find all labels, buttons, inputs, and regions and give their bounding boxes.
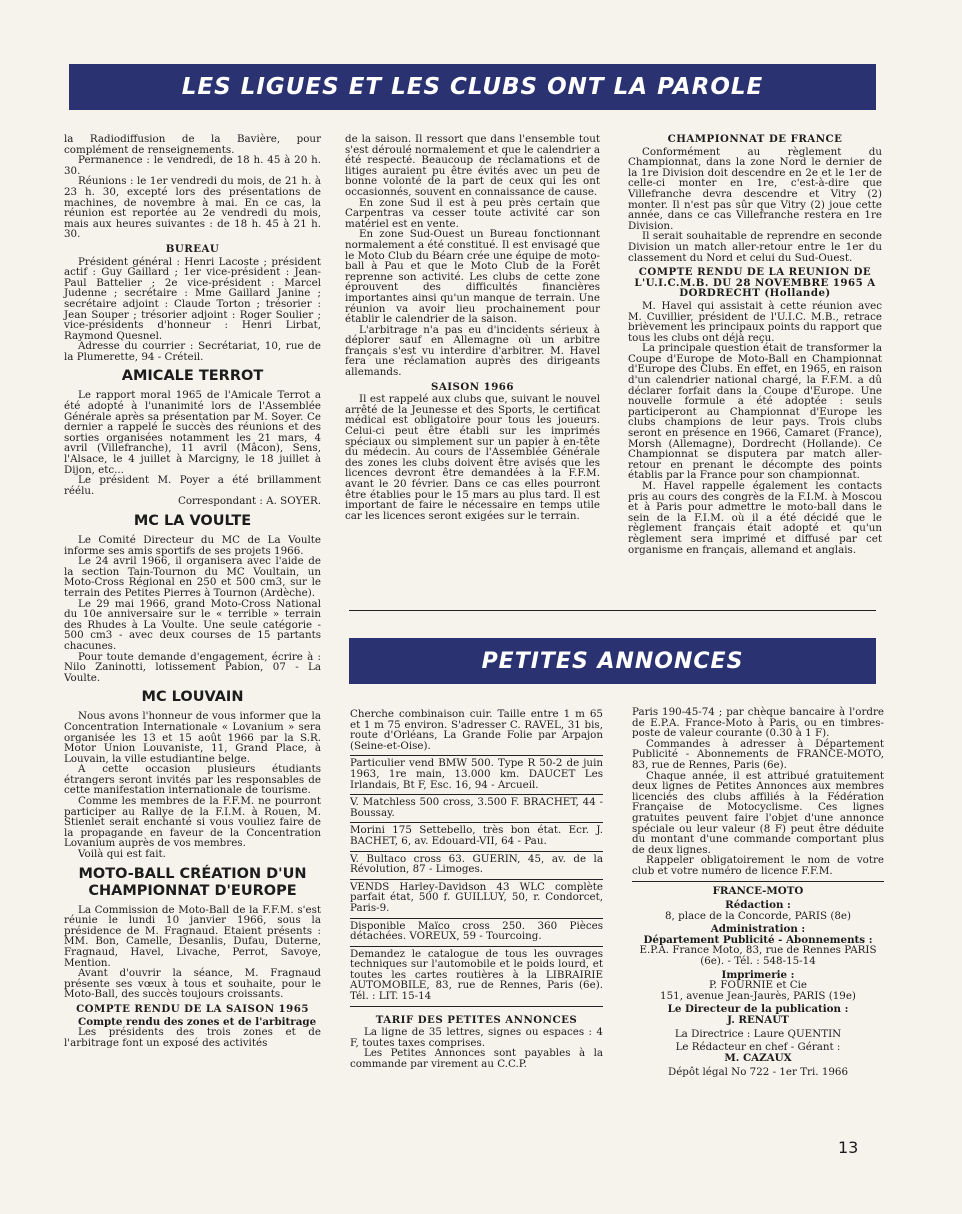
classified-ad: Demandez le catalogue de tous les ouvrages techniques sur l'automobile et le poids lourd, et toutes les cartes routières à la LIBRAIRIE AUTOMOBILE, 83, rue de Rennes, Paris (6e). Tél. : LIT. 15-14	[350, 947, 603, 1007]
subheading-championnat: CHAMPIONNAT DE FRANCE	[667, 133, 843, 145]
section-divider	[349, 610, 876, 611]
paragraph: Chaque année, il est attribué gratuitement deux lignes de Petites Annonces aux membres licenciés des clubs affiliés à la Fédération Française de Motocyclisme. Ces lignes gratuites peuvent faire l'objet d'une annonce spéciale ou leur valeur (8 F) peut être déduite du montant d'une commande comportant plus de deux lignes.	[632, 769, 884, 856]
classified-ad: Disponible Maïco cross 250. 360 Pièces détachées. VOREUX, 59 - Tourcoing.	[350, 919, 603, 947]
paragraph: En zone Sud-Ouest un Bureau fonctionnant normalement a été constitué. Il est envisagé que le Moto Club du Béarn crée une équipe de moto-ball à Pau et que le Moto Club de la Forêt reprenne son activité. Les clubs de cette zone éprouvent des difficultés financières importantes ainsi qu'un manque de terrain. Une réunion va avoir lieu prochainement pour établir le calendrier de la saison.	[345, 228, 600, 326]
heading-moto-ball: MOTO-BALL CRÉATION D'UN CHAMPIONNAT D'EUROPE	[78, 865, 307, 899]
masthead-value: 151, avenue Jean-Jaurès, PARIS (19e)	[660, 989, 856, 1002]
paragraph: A cette occasion plusieurs étudiants étrangers seront invités par les responsables de cette manifestation internationale de tourisme.	[64, 763, 321, 797]
paragraph: Le 24 avril 1966, il organisera avec l'aide de la section Tain-Tournon du MC Voultain, un Moto-Cross Régional en 250 et 500 cm3, sur le terrain des Petites Pierres à Tournon (Ardèche).	[64, 555, 321, 599]
masthead-label: Rédaction :	[725, 899, 791, 912]
legal-deposit: Dépôt légal No 722 - 1er Tri. 1966	[667, 1066, 849, 1079]
paragraph: M. Havel qui assistait à cette réunion avec M. Cuvillier, président de l'U.I.C. M.B., retrace brièvement les principaux points du rapport que tous les clubs ont déjà reçu.	[628, 299, 882, 344]
paragraph: Réunions : le 1er vendredi du mois, de 21 h. à 23 h. 30, excepté lors des présentations de machines, de novembre à mai. En ce cas, la réunion est reportée au 2e vendredi du mois, mais aux heures suivantes : de 18 h. 45 à 21 h. 30.	[64, 175, 321, 241]
paragraph: Commandes à adresser à Département Publicité - Abonnements de FRANCE-MOTO, 83, rue de Rennes, Paris (6e).	[632, 737, 884, 771]
heading-amicale-terrot: AMICALE TERROT	[121, 368, 264, 385]
paragraph: Les présidents des trois zones et de l'arbitrage font un exposé des activités	[64, 1026, 321, 1049]
masthead-value: 8, place de la Concorde, PARIS (8e)	[665, 909, 851, 922]
divider	[632, 881, 884, 882]
masthead-label: Département Publicité - Abonnements :	[643, 933, 873, 946]
ads-banner	[349, 638, 876, 684]
heading-mc-louvain: MC LOUVAIN	[141, 689, 244, 706]
heading-mc-la-voulte: MC LA VOULTE	[133, 513, 252, 529]
masthead-value: P. FOURNIE et Cie	[708, 979, 808, 992]
correspondent-signature: Correspondant : A. SOYER.	[177, 495, 321, 508]
classified-ad: Particulier vend BMW 500. Type R 50-2 de juin 1963, 1re main, 13.000 km. DAUCET Les Irlandais, Bt F, Esc. 16, 94 - Arcueil.	[350, 756, 603, 795]
paragraph: Le rapport moral 1965 de l'Amicale Terrot a été adopté à l'unanimité lors de l'Assemblée Générale après sa présentation par M. Soyer. Ce dernier a rappelé le succès des réunions et des sorties organisées notamment les 21 mars, 4 avril (Villefranche), 11 avril (Mâcon), Sens, l'Alsace, le 4 juillet à Marcigny, le 18 juillet à Dijon, etc...	[64, 389, 321, 476]
paragraph: La Commission de Moto-Ball de la F.F.M. s'est réunie le lundi 10 janvier 1966, sous la présidence de M. Fragnaud. Etaient présents : MM. Bon, Camelle, Desanlis, Dufau, Duterne, Fragnaud, Havel, Livache, Perrot, Savoye, Mention.	[64, 903, 321, 969]
classified-ad: V. Matchless 500 cross, 3.500 F. BRACHET, 44 - Boussay.	[350, 795, 603, 823]
paragraph: Pour toute demande d'engagement, écrire à : Nilo Zaninotti, lotissement Pabion, 07 - La Voulte.	[64, 650, 321, 684]
paragraph: Rappeler obligatoirement le nom de votre club et votre numéro de licence F.F.M.	[632, 854, 884, 877]
paragraph: Le 29 mai 1966, grand Moto-Cross National du 10e anniversaire sur le « terrible » terrain des Rhudes à La Voulte. Une seule catégorie - 500 cm3 - avec deux courses de 15 partants chacunes.	[64, 597, 321, 652]
masthead-value: La Directrice : Laure QUENTIN	[674, 1027, 842, 1040]
paragraph: Nous avons l'honneur de vous informer que la Concentration Internationale « Lovanium » sera organisée les 13 et 15 août 1966 par la S.R. Motor Union Louvaniste, 11, Grand Place, à Louvain, la ville estudiantine belge.	[64, 710, 321, 765]
paragraph: M. Havel rappelle également les contacts pris au cours des congrès de la F.I.M. à Moscou et à Paris pour admettre le moto-ball dans le sein de la F.I.M. où il a été décidé que le règlement français était adopté et qu'un règlement sera imprimé et diffusé par cet organisme en français, allemand et anglais.	[628, 480, 882, 556]
ads-column	[350, 707, 603, 1070]
masthead-label: Le Rédacteur en chef - Gérant :	[675, 1041, 841, 1054]
paragraph: Voilà qui est fait.	[78, 848, 166, 861]
paragraph: La principale question était de transformer la Coupe d'Europe de Moto-Ball en Championnat d'Europe des Clubs. En effet, en 1965, en raison d'un calendrier national chargé, la F.F.M. a dû déclarer forfait dans la Coupe d'Europe. Une nouvelle formule a été adoptée : seuls participeront au Championnat d'Europe les clubs champions de leur pays. Trois clubs seront en présence en 1966, Camaret (France), Morsh (Allemagne), Dordrecht (Hollande). Ce Championnat se disputera par match aller-retour en prenant le décompte des points établis par la France pour son championnat.	[628, 342, 882, 482]
ads-banner-title: PETITES ANNONCES	[481, 648, 744, 674]
paragraph: de la saison. Il ressort que dans l'ensemble tout s'est déroulé normalement et que le calendrier a été respecté. Beaucoup de réclamations et de litiges auraient pu être évités avec un peu de bonne volonté de la part de ceux qui les ont occasionnés, souvent en connaissance de cause.	[345, 133, 600, 198]
subheading-tarif: TARIF DES PETITES ANNONCES	[375, 1013, 578, 1026]
paragraph: Paris 190-45-74 ; par chèque bancaire à l'ordre de E.P.A. France-Moto à Paris, ou en timbres-poste de valeur courante (0.30 à 1 F).	[632, 706, 884, 740]
column-3	[628, 130, 882, 555]
paragraph: La ligne de 35 lettres, signes ou espaces : 4 F, toutes taxes comprises.	[350, 1026, 603, 1049]
paragraph: Le Comité Directeur du MC de La Voulte informe ses amis sportifs de ses projets 1966.	[64, 534, 321, 557]
paragraph: Le président M. Poyer a été brillamment réélu.	[64, 474, 321, 497]
paragraph: Adresse du courrier : Secrétariat, 10, rue de la Plumerette, 94 - Créteil.	[64, 340, 321, 363]
paragraph: L'arbitrage n'a pas eu d'incidents sérieux à déplorer sauf en Allemagne où un arbitre français s'est vu interdire d'arbitrer. M. Havel fera une réclamation auprès des dirigeants allemands.	[345, 323, 600, 379]
subheading-compte-rendu: COMPTE RENDU DE LA SAISON 1965	[76, 1002, 309, 1015]
paragraph: En zone Sud il est à peu près certain que Carpentras va cesser toute activité car son matériel est en vente.	[345, 196, 600, 230]
paragraph: Avant d'ouvrir la séance, M. Fragnaud présente ses vœux à tous et souhaite, pour le Moto-Ball, des succès toujours croissants.	[64, 967, 321, 1001]
masthead-value: M. CAZAUX	[724, 1051, 792, 1064]
section-banner	[69, 64, 876, 110]
subheading-saison-1966: SAISON 1966	[431, 380, 514, 393]
paragraph: Il serait souhaitable de reprendre en seconde Division un match aller-retour entre le 1er du classement du Nord et celui du Sud-Ouest.	[628, 230, 882, 264]
masthead	[632, 886, 884, 1079]
subheading-bureau: BUREAU	[165, 242, 220, 255]
banner-title: LES LIGUES ET LES CLUBS ONT LA PAROLE	[181, 74, 764, 100]
subheading-uicmb: COMPTE RENDU DE LA REUNION DE L'U.I.C.M.B. DU 28 NOVEMBRE 1965 A DORDRECHT (Hollande)	[634, 266, 876, 300]
column-2	[345, 134, 600, 521]
classified-ad: Morini 175 Settebello, très bon état. Ecr. J. BACHET, 6, av. Edouard-VII, 64 - Pau.	[350, 823, 603, 851]
paragraph: Permanence : le vendredi, de 18 h. 45 à 20 h. 30.	[64, 154, 321, 177]
paragraph: Il est rappelé aux clubs que, suivant le nouvel arrêté de la Jeunesse et des Sports, le certificat médical est obligatoire pour tous les joueurs. Celui-ci peut être établi sur les imprimés spéciaux ou simplement sur un papier à en-tête du médecin. Au cours de l'Assemblée Générale des zones les clubs doivent être avisés que les licences devront être demandées à la F.F.M. avant le 20 février. Dans ce cas elles pourront être établies pour le 15 mars au plus tard. Il est important de faire le nécessaire en temps utile car les licences seront exigées sur le terrain.	[345, 393, 600, 522]
paragraph: Président général : Henri Lacoste ; président actif : Guy Gaillard ; 1er vice-président : Jean-Paul Battelier ; 2e vice-président : Marcel Judenne ; secrétaire : Mme Gaillard Janine ; secrétaire adjoint : Claude Torton ; trésorier : Jean Souper ; trésorier adjoint : Roger Soulier ; vice-présidents d'honneur : Henri Lirbat, Raymond Quesnel.	[64, 255, 321, 342]
paragraph: Conformément au règlement du Championnat, dans la zone Nord le dernier de la 1re Division doit descendre en 2e et le 1er de celle-ci monter en 1re, c'est-à-dire que Villefranche devra descendre et Vitry (2) monter. Il n'est pas sûr que Vitry (2) joue cette année, dans ce cas Villefranche restera en 1re Division.	[628, 145, 882, 232]
paragraph: la Radiodiffusion de la Bavière, pour complément de renseignements.	[64, 133, 321, 156]
classified-ad: VENDS Harley-Davidson 43 WLC complète parfait état, 500 f. GUILLUY, 50, r. Condorcet, Paris-9.	[350, 880, 603, 919]
paragraph: Les Petites Annonces sont payables à la commande par virement au C.C.P.	[350, 1047, 603, 1071]
masthead-label: Imprimerie :	[721, 968, 795, 981]
subheading-zones: Compte rendu des zones et de l'arbitrage	[78, 1015, 317, 1028]
masthead-title: FRANCE-MOTO	[712, 884, 804, 897]
masthead-value: J. RENAUT	[727, 1014, 789, 1027]
column-1	[64, 134, 321, 1048]
info-column	[632, 707, 884, 1078]
page-number: 13	[838, 1138, 859, 1157]
masthead-label: Administration :	[710, 923, 806, 936]
masthead-value: E.P.A. France Moto, 83, rue de Rennes PARIS (6e). - Tél. : 548-15-14	[639, 944, 877, 968]
classified-ad: Cherche combinaison cuir. Taille entre 1 m 65 et 1 m 75 environ. S'adresser C. RAVEL, 31 bis, route d'Orléans, La Grande Folie par Arpajon (Seine-et-Oise).	[350, 707, 603, 756]
paragraph: Comme les membres de la F.F.M. ne pourront participer au Rallye de la F.I.M. à Rouen, M. Stienlet serait enchanté si vous vouliez faire de la propagande en faveur de la Concentration Lovanium auprès de vos membres.	[64, 795, 321, 850]
classified-ad: V. Bultaco cross 63. GUERIN, 45, av. de la Révolution, 87 - Limoges.	[350, 852, 603, 880]
masthead-label: Le Directeur de la publication :	[667, 1003, 849, 1016]
